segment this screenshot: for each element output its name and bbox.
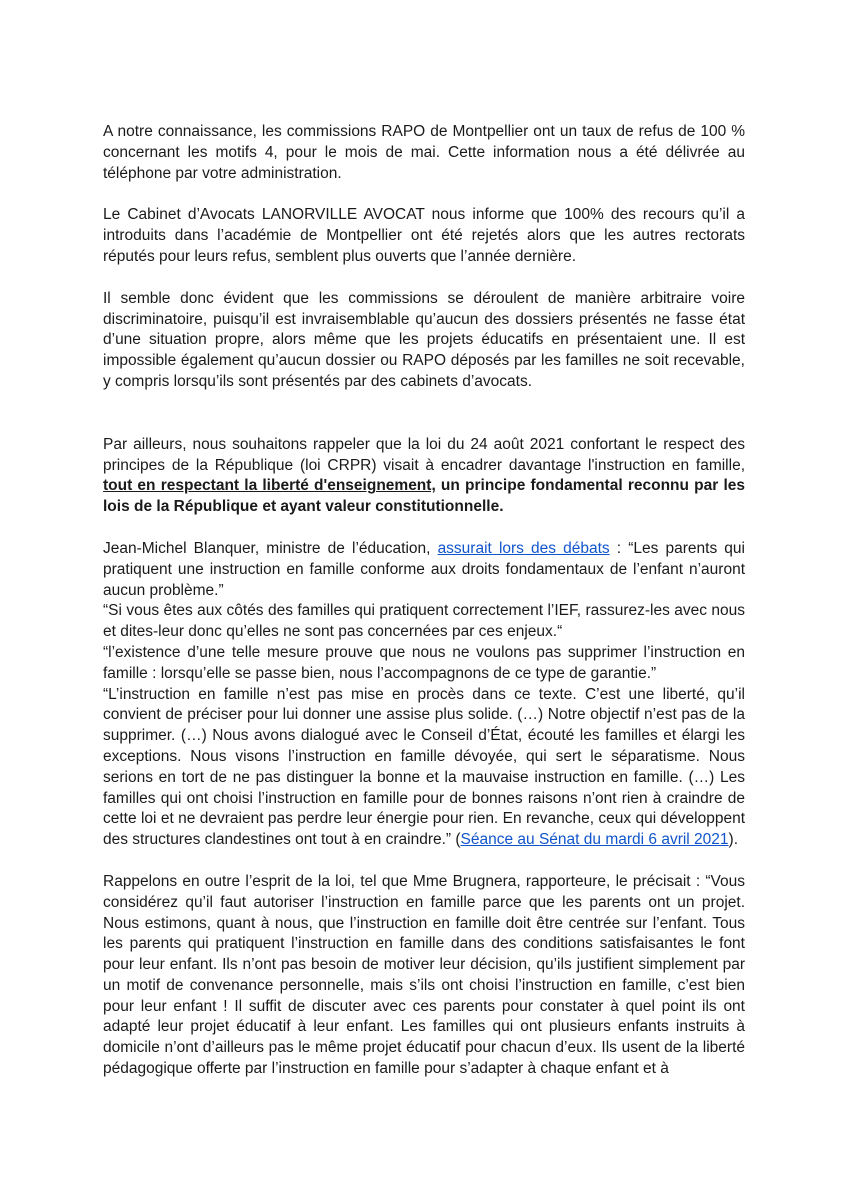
blanquer-quote-text: : “Les parents qui pratiquent une instruction en famille conforme aux droits fondamentaux de l’enfant n’auront aucun problème.”: [103, 539, 745, 599]
paragraph-brugnera-quote: Rappelons en outre l’esprit de la loi, tel que Mme Brugnera, rapporteure, le précisait : “Vous considérez qu’il faut autoriser l’instruction en famille parce que les parents ont un projet. Nous estimons, quant à nous, que l’instruction en famille doit être centrée sur l’enfant. Tous les parents qui pratiquent l’instruction en famille dans des conditions satisfaisantes le font pour leur enfant. Ils n’ont pas besoin de motiver leur décision, qu’ils justifient simplement par un motif de convenance personnelle, mais s’ils ont choisi l’instruction en famille, c’est bien pour leur enfant ! Il suffit de discuter avec ces parents pour constater à quel point ils ont adapté leur projet éducatif à leur enfant. Les familles qui ont plusieurs enfants instruits à domicile n’ont d’ailleurs pas le même projet éducatif pour chacun d’eux. Ils usent de la liberté pédagogique offerte par l’instruction en famille pour s’adapter à chaque enfant et à: [103, 872, 745, 1078]
spacer: [103, 851, 745, 872]
instruction-proces-end: ).: [728, 831, 738, 849]
document-page: [103, 122, 745, 1080]
paragraph-loi-crpr: [103, 435, 745, 518]
seance-senat-link[interactable]: Séance au Sénat du mardi 6 avril 2021: [460, 831, 729, 849]
blanquer-intro: Jean-Michel Blanquer, ministre de l’éducation,: [103, 539, 438, 557]
paragraph-instruction-proces-quote: [103, 685, 745, 851]
liberte-enseignement-emphasis: tout en respectant la liberté d'enseignement,: [103, 477, 436, 495]
spacer: [103, 184, 745, 205]
spacer: [103, 518, 745, 539]
spacer: [103, 268, 745, 289]
spacer: [103, 393, 745, 435]
principe-fondamental-emphasis: un principe fondamental reconnu par les lois de la République et ayant valeur constitutionnelle.: [103, 477, 745, 516]
instruction-proces-text: “L’instruction en famille n’est pas mise en procès dans ce texte. C’est une liberté, qu’il convient de préciser pour lui donner une assise plus solide. (…) Notre objectif n’est pas de la supprimer. (…) Nous avons dialogué avec le Conseil d’État, écouté les familles et élargi les exceptions. Nous visons l’instruction en famille dévoyée, qui sert le séparatisme. Nous serions en tort de ne pas distinguer la bonne et la mauvaise instruction en famille. (…) Les familles qui ont choisi l’instruction en famille pour de bonnes raisons n’ont rien à craindre de cette loi et ne devraient pas perdre leur énergie pour rien. En revanche, ceux qui développent des structures clandestines ont tout à en craindre.” (: [103, 685, 745, 849]
paragraph-commissions-arbitraires: Il semble donc évident que les commissions se déroulent de manière arbitraire voire discriminatoire, puisqu’il est invraisemblable qu’aucun des dossiers présentés ne fasse état d’une situation propre, alors même que les projets éducatifs en présentaient une. Il est impossible également qu’aucun dossier ou RAPO déposés par les familles ne soit recevable, y compris lorsqu’ils sont présentés par des cabinets d’avocats.: [103, 289, 745, 390]
paragraph-ief-quote: “Si vous êtes aux côtés des familles qui pratiquent correctement l’IEF, rassurez-les avec nous et dites-leur donc qu’elles ne sont pas concernées par ces enjeux.“: [103, 602, 745, 641]
paragraph-mesure-quote: “l’existence d’une telle mesure prouve que nous ne voulons pas supprimer l’instruction en famille : lorsqu’elle se passe bien, nous l’accompagnons de ce type de garantie.”: [103, 643, 745, 682]
loi-crpr-intro: Par ailleurs, nous souhaitons rappeler que la loi du 24 août 2021 confortant le respect des principes de la République (loi CRPR) visait à encadrer davantage l'instruction en famille,: [103, 435, 745, 474]
paragraph-blanquer-quote: [103, 539, 745, 601]
debats-link[interactable]: assurait lors des débats: [437, 539, 610, 557]
paragraph-cabinet-avocats: Le Cabinet d’Avocats LANORVILLE AVOCAT nous informe que 100% des recours qu’il a introduits dans l’académie de Montpellier ont été rejetés alors que les autres rectorats réputés pour leurs refus, semblent plus ouverts que l’année dernière.: [103, 206, 745, 265]
paragraph-rapo-montpellier: A notre connaissance, les commissions RAPO de Montpellier ont un taux de refus de 100 % concernant les motifs 4, pour le mois de mai. Cette information nous a été délivrée au téléphone par votre administration.: [103, 123, 745, 182]
